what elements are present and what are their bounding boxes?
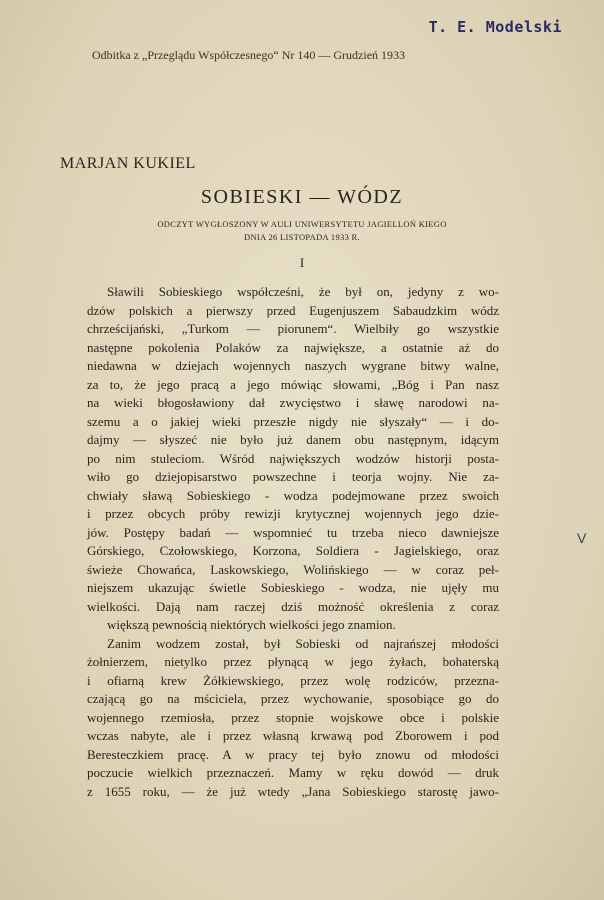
text-line: za to, że jego pracą a jego mówiąc słowami, „Bóg i Pan nasz	[87, 376, 499, 392]
subtitle-line: ODCZYT WYGŁOSZONY W AULI UNIWERSYTETU JAGIELLOŃ KIEGO	[157, 219, 447, 229]
text-line: chrześcijański, „Turkom — piorunem“. Wielbiły go wszystkie	[87, 321, 499, 336]
text-line: wczas nabyte, ale i przez własną krwawą pod Zborowem i pod	[87, 728, 499, 743]
article-body	[87, 283, 499, 801]
text-line: szemu a o jakiej wieki przeszłe nigdy nie słyszały“ — i do-	[87, 413, 499, 429]
text-line: wiło go dziejopisarstwo powszechne i teorja wojny. Nie za-	[87, 469, 499, 484]
text-line: jów. Postępy badań — wspomnieć tu trzeba nieco dawniejsze	[87, 524, 499, 540]
subtitle-line: DNIA 26 LISTOPADA 1933 R.	[244, 232, 360, 242]
text-line: Sławili Sobieskiego współcześni, że był on, jedyny z wo-	[107, 284, 499, 299]
text-line: Beresteczkiem pracę. A w pracy tej było znowu od młodości	[87, 746, 499, 762]
text-line: i ofiarną krew Żółkiewskiego, przez wolę rodziców, przezna-	[87, 672, 499, 688]
lecture-subtitle	[0, 218, 604, 244]
owner-stamp: T. E. Modelski	[428, 18, 562, 36]
article-title: SOBIESKI — WÓDZ	[200, 186, 404, 208]
text-line: następne pokolenia Polaków za największe, a ostatnie aż do	[87, 339, 499, 355]
text-line: dajmy — słyszeć nie było już danem obu następnym, idącym	[87, 432, 499, 447]
text-line: chwiały sławą Sobieskiego - wodza podejmowane przez swoich	[87, 487, 499, 503]
offprint-note: Odbitka z „Przeglądu Współczesnego“ Nr 140 — Grudzień 1933	[92, 48, 406, 62]
margin-pencil-mark: V	[577, 530, 587, 546]
text-line: większą pewnością niektórych wielkości jego znamion.	[107, 617, 396, 632]
text-line: dzów polskich a pierwszy przed Eugenjuszem Sabaudzkim wódz	[87, 302, 499, 318]
text-line: wielkości. Dają nam raczej dziś możność określenia z coraz	[87, 598, 499, 614]
text-line: wojennego rzemiosła, przez stopnie wojskowe obce i polskie	[87, 709, 499, 725]
section-number: I	[299, 255, 305, 270]
text-line: Zanim wodzem został, był Sobieski od najrańszej młodości	[107, 635, 499, 651]
text-line: świeże Chowańca, Laskowskiego, Wolińskiego — w coraz peł-	[87, 561, 499, 577]
text-line: Górskiego, Czołowskiego, Korzona, Soldiera - Jagielskiego, oraz	[87, 543, 499, 558]
text-line: poczucie wielkich przeznaczeń. Mamy w ręku dowód — druk	[87, 765, 499, 780]
text-line: po nim stuleciom. Wśród największych wodzów historji posta-	[87, 450, 499, 466]
text-line: i przez obcych próby rewizji krytycznej wojennych jego dzie-	[87, 506, 499, 521]
text-line: niejszem ukazując świetle Sobieskiego - wodza, nie ujęły mu	[87, 580, 499, 595]
author-name: MARJAN KUKIEL	[60, 155, 196, 172]
text-line: z 1655 roku, — że już wtedy „Jana Sobieskiego starostę jawo-	[87, 783, 499, 799]
text-line: niedawna w dziejach wojennych naszych wygrane bitwy walne,	[87, 358, 499, 373]
text-line: czającą go na mściciela, przez wychowanie, sposobiące go do	[87, 691, 499, 706]
text-line: żołnierzem, nietylko przez płynącą w jego żyłach, bohaterską	[87, 654, 499, 669]
text-line: na wieki błogosławiony dał zwycięstwo i sławę narodowi na-	[87, 395, 499, 410]
